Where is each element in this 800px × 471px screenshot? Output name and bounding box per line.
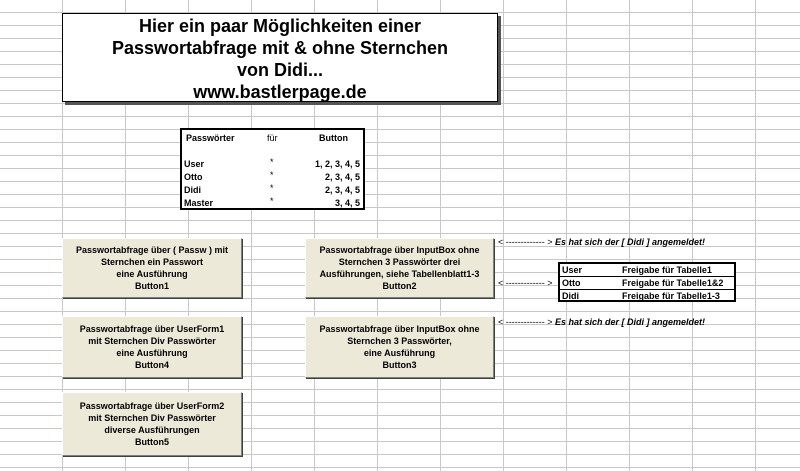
button3[interactable]: [305, 316, 494, 378]
message-text: Es hat sich der [ Didi ] angemeldet!: [555, 237, 706, 247]
button5-line: mit Sternchen Div Passwörter: [88, 413, 216, 423]
button1-line: Passwortabfrage über ( Passw ) mit: [75, 245, 229, 255]
pw-row-buttons: 2, 3, 4, 5: [324, 185, 360, 195]
rights-freigabe: Freigabe für Tabelle1: [622, 265, 712, 275]
pw-row-user: User: [184, 159, 205, 169]
title-line-1: Hier ein paar Möglichkeiten einer: [138, 16, 422, 36]
button4-line: Passwortabfrage über UserForm1: [79, 324, 225, 334]
pw-row-user: Didi: [184, 185, 201, 195]
rights-row: [560, 290, 734, 302]
button3-line: Passwortabfrage über InputBox ohne: [319, 324, 480, 334]
rights-freigabe: Freigabe für Tabelle1-3: [622, 291, 720, 301]
button5[interactable]: [62, 392, 242, 456]
button2-line: Ausführungen, siehe Tabellenblatt1-3: [319, 269, 480, 279]
button5-line: diverse Ausführungen: [104, 425, 200, 435]
pw-header-for: für: [267, 133, 278, 143]
button1-line: Button1: [135, 281, 169, 291]
login-message-2: [498, 316, 705, 328]
message-arrow: < ------------- >: [498, 278, 553, 288]
pw-row-buttons: 3, 4, 5: [334, 198, 360, 208]
rights-table: [558, 262, 736, 302]
button2[interactable]: [305, 238, 494, 298]
rights-user: User: [562, 265, 583, 275]
password-table: [180, 128, 365, 210]
pw-row-star: *: [270, 196, 274, 206]
message-arrow: < ------------- >: [498, 237, 553, 247]
rights-row: [560, 264, 734, 276]
button1-line: eine Ausführung: [116, 269, 188, 279]
button5-line: Passwortabfrage über UserForm2: [79, 401, 225, 411]
pw-header-button: Button: [319, 133, 348, 143]
pw-row-star: *: [270, 183, 274, 193]
button3-line: eine Ausführung: [363, 348, 436, 358]
button4-line: mit Sternchen Div Passwörter: [88, 336, 216, 346]
button3-line: Button3: [382, 360, 417, 370]
rights-freigabe: Freigabe für Tabelle1&2: [622, 278, 724, 288]
button4-line: Button4: [135, 360, 169, 370]
rights-user: Otto: [562, 278, 581, 288]
button3-line: Sternchen 3 Passwörter,: [347, 336, 452, 346]
rights-arrow: [498, 277, 552, 289]
button5-line: Button5: [135, 437, 169, 447]
message-text: Es hat sich der [ Didi ] angemeldet!: [555, 317, 706, 327]
button1[interactable]: [62, 238, 242, 298]
login-message-1: [498, 236, 705, 248]
pw-row-user: Master: [184, 198, 214, 208]
title-box: [62, 13, 498, 102]
button2-line: Sternchen 3 Passwörter drei: [338, 257, 461, 267]
pw-row-buttons: 1, 2, 3, 4, 5: [314, 159, 360, 169]
button4[interactable]: [62, 316, 242, 378]
pw-row-star: *: [270, 170, 274, 180]
message-arrow: < ------------- >: [498, 317, 553, 327]
button2-line: Passwortabfrage über InputBox ohne: [319, 245, 480, 255]
title-line-3: von Didi...: [236, 60, 323, 80]
button2-line: Button2: [382, 281, 417, 291]
pw-row-buttons: 2, 3, 4, 5: [324, 172, 360, 182]
button4-line: eine Ausführung: [116, 348, 188, 358]
pw-row-user: Otto: [184, 172, 203, 182]
rights-user: Didi: [562, 291, 579, 301]
pw-header-passwords: Passwörter: [186, 133, 235, 143]
title-line-2: Passwortabfrage mit & ohne Sternchen: [111, 38, 449, 58]
button1-line: Sternchen ein Passwort: [100, 257, 204, 267]
title-line-4: www.bastlerpage.de: [193, 82, 367, 102]
rights-row: [560, 277, 734, 289]
pw-row-star: *: [270, 157, 274, 167]
